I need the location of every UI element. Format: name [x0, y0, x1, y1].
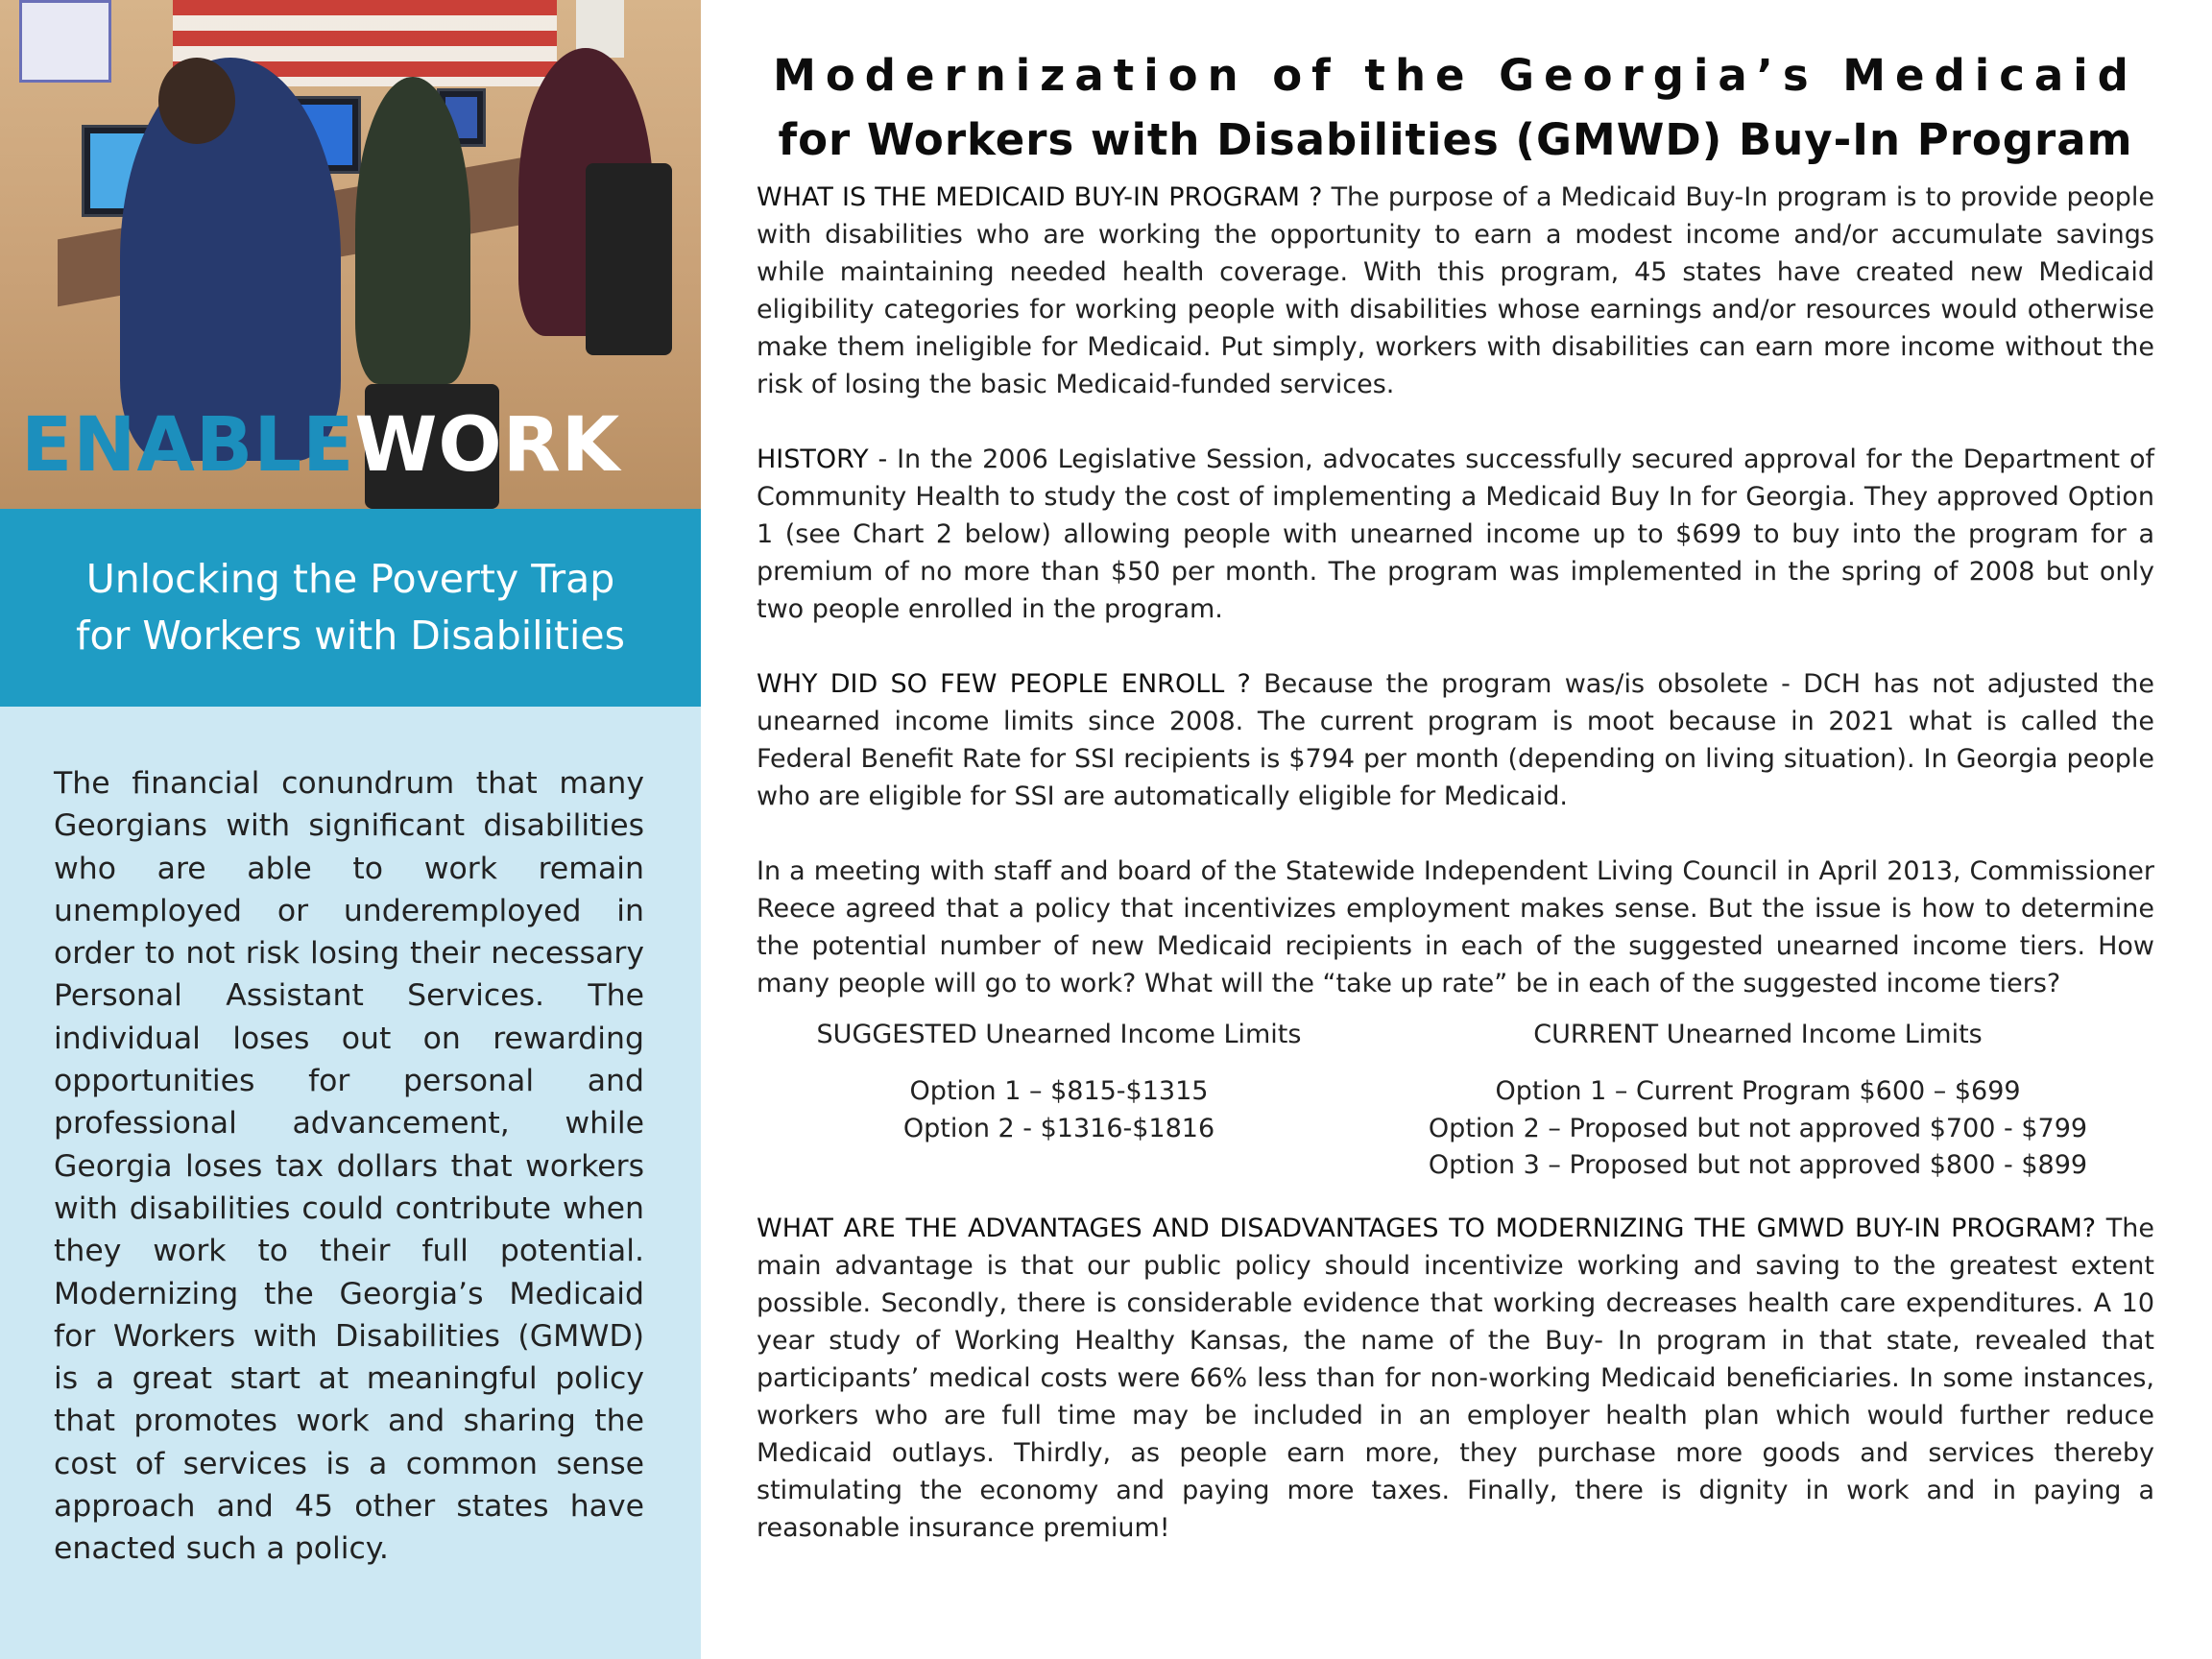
section-heading: WHAT ARE THE ADVANTAGES AND DISADVANTAGES TO MODERNIZING THE GMWD BUY-IN PROGRAM? [757, 1213, 2097, 1243]
enable-work-logo: ENABLEWORK [21, 402, 621, 489]
table-heading: SUGGESTED Unearned Income Limits [816, 1020, 1302, 1049]
wall-poster [19, 0, 111, 83]
sidebar [0, 0, 701, 1659]
main-content [757, 44, 2154, 1547]
paragraph-body: The purpose of a Medicaid Buy-In program is to provide people with disabilities who are working the opportunity to earn a modest income and/or accumulate savings while maintaining needed health coverage. With this program, 45 states have created new Medicaid eligibility categories for working people with disabilities whose earnings and/or resources would otherwise make them ineligible for Medicaid. Put simply, workers with disabilities can earn more income without the risk of losing the basic Medicaid-funded services. [757, 182, 2154, 399]
paragraph-body: Because the program was/is obsolete - DCH has not adjusted the unearned income limits since 2008. The current program is moot because in 2021 what is called the Federal Benefit Rate for SSI recipients is $794 per month (depending on living situation). In Georgia people who are eligible for SSI are automatically eligible for Medicaid. [757, 669, 2154, 811]
page-title-line2: for Workers with Disabilities (GMWD) Buy-In Program [778, 114, 2133, 165]
paragraph-body: In the 2006 Legislative Session, advocates successfully secured approval for the Department of Community Health to study the cost of implementing a Medicaid Buy In for Georgia. They approved Option 1 (see Chart 2 below) allowing people with unearned income up to $699 to buy into the program for a premium of no more than $50 per month. The program was implemented in the spring of 2008 but only two people enrolled in the program. [757, 445, 2154, 624]
tagline [76, 551, 625, 664]
tagline-line: for Workers with Disabilities [76, 613, 625, 659]
table-row: Option 2 - $1316-$1816 [902, 1113, 1215, 1143]
person [355, 77, 470, 384]
section-heading: HISTORY - [757, 445, 888, 474]
blurb-panel [0, 707, 701, 1659]
section-heading: WHAT IS THE MEDICAID BUY-IN PROGRAM ? [757, 182, 1323, 212]
current-limits-table [1361, 1016, 2154, 1185]
paragraph-history [757, 441, 2154, 628]
section-heading: WHY DID SO FEW PEOPLE ENROLL ? [757, 669, 1251, 699]
paragraph-why [757, 665, 2154, 815]
paragraph-advantages [757, 1210, 2154, 1547]
table-row: Option 3 – Proposed but not approved $800 - $899 [1428, 1150, 2088, 1180]
office-photo [0, 0, 701, 509]
paragraph-body: The main advantage is that our public policy should incentivize working and saving to the greatest extent possible. Secondly, there is considerable evidence that working decreases health care expenditures. A 10 year study of Working Healthy Kansas, the name of the Buy- In program in that state, revealed that participants’ medical costs were 66% less than for non-working Medicaid beneficiaries. In some instances, workers who are full time may be included in an employer health plan which would further reduce Medicaid outlays. Thirdly, as people earn more, they purchase more goods and services thereby stimulating the economy and paying more taxes. Finally, there is dignity in work and in paying a reasonable insurance premium! [757, 1213, 2154, 1543]
person [158, 58, 235, 144]
paragraph-what-is [757, 179, 2154, 403]
income-limits-tables [757, 1016, 2154, 1185]
table-row: Option 2 – Proposed but not approved $700 - $799 [1428, 1113, 2088, 1143]
chair [586, 163, 672, 355]
suggested-limits-table [757, 1016, 1361, 1185]
table-row: Option 1 – Current Program $600 – $699 [1495, 1076, 2021, 1106]
paragraph-meeting: In a meeting with staff and board of the Statewide Independent Living Council in April 2013, Commissioner Reece agreed that a policy that incentivizes employment makes sense. But the issue is how to determine the potential number of new Medicaid recipients in each of the suggested unearned income tiers. How many people will go to work? What will the “take up rate” be in each of the suggested income tiers? [757, 856, 2154, 998]
table-row: Option 1 – $815-$1315 [909, 1076, 1209, 1106]
tagline-line: Unlocking the Poverty Trap [85, 555, 615, 602]
tagline-banner [0, 509, 701, 707]
page-title-line1: Modernization of the Georgia’s Medicaid [773, 50, 2138, 101]
blurb-text: The financial conundrum that many Georgians with significant disabilities who are able to work remain unemployed or underemployed in order to not risk losing their necessary Personal Assistant Services. The individual loses out on rewarding opportunities for personal and professional advancement, while Georgia loses tax dollars that workers with disabilities could contribute when they work to their full potential. Modernizing the Georgia’s Medicaid for Workers with Disabilities (GMWD) is a great start at meaningful policy that promotes work and sharing the cost of services is a common sense approach and 45 other states have enacted such a policy. [54, 766, 644, 1567]
table-heading: CURRENT Unearned Income Limits [1533, 1020, 1983, 1049]
